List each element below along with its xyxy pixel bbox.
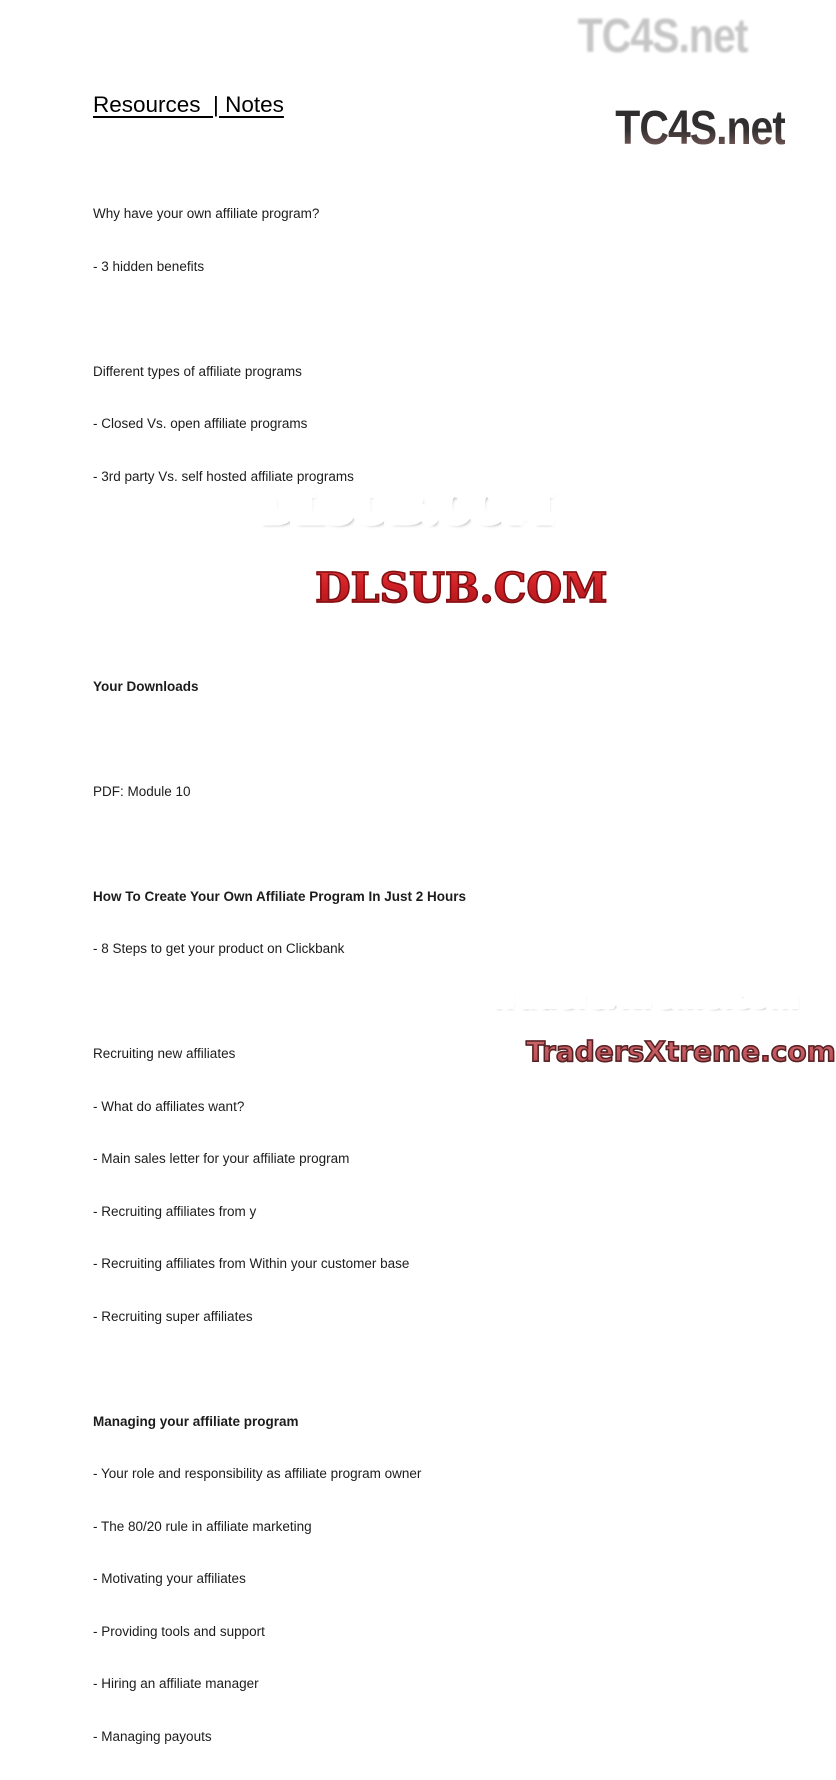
page-title: Resources | Notes (93, 92, 284, 117)
body-line: - Managing payouts (93, 1728, 212, 1744)
body-line: - Providing tools and support (93, 1623, 265, 1639)
body-line: - What do affiliates want? (93, 1098, 245, 1114)
footer-logo-glow: TradersXtreme.com (487, 979, 797, 1012)
body-line: - Main sales letter for your affiliate program (93, 1151, 350, 1166)
footer-logo-text: TradersXtreme.com (526, 1035, 836, 1068)
footer-logo (487, 979, 836, 1094)
body-line: Recruiting new affiliates (93, 1046, 236, 1061)
body-line: - 3 hidden benefits (93, 258, 205, 274)
body-line: Different types of affiliate programs (93, 363, 302, 379)
body-line: - Recruiting affiliates from y (93, 1203, 257, 1219)
body-line: Why have your own affiliate program? (93, 206, 320, 221)
body-line: - Motivating your affiliates (93, 1571, 246, 1586)
dlsub-watermark (258, 482, 608, 650)
section-heading-managing-program: Managing your affiliate program (93, 1413, 299, 1429)
body-line: - 8 Steps to get your product on Clickbank (93, 941, 345, 956)
section-heading-how-to-create: How To Create Your Own Affiliate Program In Just 2 Hours (93, 888, 467, 904)
dlsub-watermark-glow: DLSUB.COM (258, 482, 551, 530)
body-line-blank (93, 1360, 466, 1378)
body-line: - The 80/20 rule in affiliate marketing (93, 1518, 312, 1534)
body-line: - Recruiting super affiliates (93, 1308, 253, 1324)
body-line: PDF: Module 10 (93, 783, 191, 799)
body-line: - 3rd party Vs. self hosted affiliate programs (93, 468, 354, 484)
notes-body (93, 170, 466, 1780)
body-line: - Recruiting affiliates from Within your customer base (93, 1256, 410, 1271)
header-logo-shadow: TC4S.net (577, 8, 748, 63)
body-line: - Hiring an affiliate manager (93, 1676, 259, 1691)
header-logo-text: TC4S.net (615, 100, 785, 155)
body-line-blank (93, 730, 466, 748)
section-heading-your-downloads: Your Downloads (93, 678, 199, 694)
header-logo (574, 7, 785, 201)
dlsub-watermark-text: DLSUB.COM (315, 564, 608, 612)
body-line-blank (93, 993, 466, 1011)
body-line: - Your role and responsibility as affiliate program owner (93, 1466, 422, 1481)
body-line-blank (93, 310, 466, 328)
body-line-blank (93, 835, 466, 853)
body-line: - Closed Vs. open affiliate programs (93, 416, 308, 431)
